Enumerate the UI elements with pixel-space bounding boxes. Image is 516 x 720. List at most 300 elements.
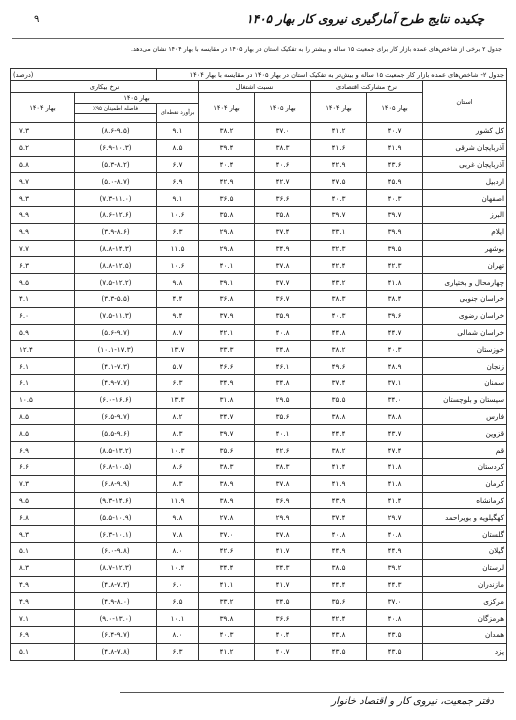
cell-employment-1405: ۴۲.۷ [255,173,311,190]
cell-unemployment-1404: ۵.۸ [11,156,75,173]
cell-employment-1405: ۳۷.۴ [255,223,311,240]
cell-province: یزد [423,643,507,660]
table-row [11,240,507,257]
cell-participation-1404: ۴۱.۴ [311,458,367,475]
col-header-province: استان [423,81,507,123]
cell-province: لرستان [423,559,507,576]
cell-unemployment-1404: ۷.۷ [11,240,75,257]
cell-participation-1405: ۴۸.۹ [367,358,423,375]
cell-employment-1405: ۳۷.۰ [255,123,311,140]
cell-province: اردبیل [423,173,507,190]
cell-province: کرمانشاه [423,492,507,509]
cell-employment-1405: ۳۴.۸ [255,374,311,391]
cell-participation-1405: ۴۱.۹ [367,139,423,156]
cell-unemployment-1404: ۱۰.۵ [11,391,75,408]
cell-confidence-interval: (۴.۹-۷.۷) [75,374,157,391]
cell-participation-1404: ۴۳.۹ [311,492,367,509]
cell-employment-1404: ۳۴.۴ [199,559,255,576]
cell-unemployment-1404: ۹.۵ [11,274,75,291]
cell-employment-1405: ۳۷.۸ [255,526,311,543]
cell-unemployment-1405: ۶.۳ [157,374,199,391]
cell-unemployment-1405: ۵.۷ [157,358,199,375]
cell-unemployment-1404: ۸.۵ [11,425,75,442]
cell-participation-1405: ۴۰.۸ [367,610,423,627]
cell-employment-1405: ۲۹.۹ [255,509,311,526]
cell-participation-1404: ۳۳.۱ [311,223,367,240]
cell-employment-1405: ۴۲.۶ [255,442,311,459]
cell-unemployment-1404: ۹.۹ [11,223,75,240]
cell-confidence-interval: (۶.۳-۱۰.۱) [75,526,157,543]
cell-employment-1405: ۴۰.۸ [255,324,311,341]
cell-participation-1404: ۴۴.۴ [311,425,367,442]
cell-employment-1404: ۲۷.۸ [199,509,255,526]
cell-confidence-interval: (۶.۸-۹.۹) [75,475,157,492]
cell-participation-1405: ۳۹.۷ [367,206,423,223]
cell-participation-1404: ۴۱.۹ [311,475,367,492]
cell-employment-1405: ۳۴.۵ [255,593,311,610]
cell-participation-1405: ۴۳.۵ [367,626,423,643]
cell-unemployment-1404: ۷.۳ [11,123,75,140]
cell-unemployment-1404: ۹.۹ [11,206,75,223]
table-row [11,442,507,459]
cell-confidence-interval: (۵.۵-۹.۶) [75,425,157,442]
cell-unemployment-1405: ۸.۳ [157,425,199,442]
cell-employment-1404: ۳۷.۹ [199,307,255,324]
cell-unemployment-1404: ۹.۵ [11,492,75,509]
cell-confidence-interval: (۹.۰-۱۳.۰) [75,610,157,627]
table-row [11,139,507,156]
cell-employment-1404: ۳۳.۲ [199,593,255,610]
col-header-ci: فاصله اطمینان ۹۵٪ [75,104,157,114]
cell-confidence-interval: (۷.۵-۱۲.۲) [75,274,157,291]
cell-participation-1405: ۳۸.۴ [367,290,423,307]
cell-province: سیستان و بلوچستان [423,391,507,408]
cell-confidence-interval: (۸.۷-۱۲.۳) [75,559,157,576]
cell-unemployment-1405: ۹.۱ [157,190,199,207]
cell-unemployment-1404: ۵.۱ [11,643,75,660]
table-row [11,559,507,576]
col-header-participation-1405: بهار ۱۴۰۵ [367,93,423,123]
cell-province: هرمزگان [423,610,507,627]
group-header-participation: نرخ مشارکت اقتصادی [311,81,423,93]
cell-participation-1405: ۴۷.۴ [367,442,423,459]
cell-participation-1404: ۳۸.۵ [311,559,367,576]
header-rule [12,38,504,39]
table-row [11,156,507,173]
cell-participation-1404: ۴۱.۶ [311,139,367,156]
cell-employment-1405: ۳۸.۳ [255,139,311,156]
cell-participation-1404: ۴۳.۸ [311,626,367,643]
cell-unemployment-1405: ۱۰.۶ [157,206,199,223]
cell-confidence-interval: (۳.۳-۵.۵) [75,290,157,307]
group-header-employment: نسبت اشتغال [199,81,311,93]
cell-confidence-interval: (۵.۳-۸.۲) [75,156,157,173]
cell-unemployment-1404: ۸.۵ [11,408,75,425]
cell-employment-1404: ۳۱.۸ [199,391,255,408]
cell-confidence-interval: (۹.۳-۱۴.۶) [75,492,157,509]
cell-employment-1405: ۳۶.۶ [255,610,311,627]
cell-unemployment-1405: ۱۰.۳ [157,442,199,459]
cell-participation-1404: ۳۸.۸ [311,408,367,425]
cell-participation-1405: ۲۹.۷ [367,509,423,526]
cell-participation-1405: ۳۷.۱ [367,374,423,391]
table-row [11,425,507,442]
cell-employment-1405: ۳۶.۹ [255,492,311,509]
cell-unemployment-1404: ۸.۳ [11,559,75,576]
cell-participation-1405: ۴۱.۸ [367,458,423,475]
cell-province: آذربایجان شرقی [423,139,507,156]
cell-participation-1404: ۳۷.۴ [311,374,367,391]
cell-province: قزوین [423,425,507,442]
cell-unemployment-1404: ۶.۰ [11,307,75,324]
cell-participation-1405: ۳۹.۶ [367,307,423,324]
cell-employment-1404: ۲۹.۸ [199,223,255,240]
cell-employment-1405: ۳۴.۸ [255,341,311,358]
cell-unemployment-1405: ۹.۸ [157,274,199,291]
cell-confidence-interval: (۸.۶-۱۲.۶) [75,206,157,223]
cell-employment-1405: ۳۴.۹ [255,240,311,257]
table-row [11,593,507,610]
cell-province: خراسان جنوبی [423,290,507,307]
cell-confidence-interval: (۴.۸-۷.۳) [75,576,157,593]
cell-employment-1404: ۳۸.۹ [199,492,255,509]
cell-participation-1405: ۴۰.۳ [367,190,423,207]
cell-employment-1404: ۴۱.۱ [199,576,255,593]
cell-participation-1404: ۳۵.۶ [311,593,367,610]
cell-participation-1405: ۴۱.۸ [367,274,423,291]
cell-province: خوزستان [423,341,507,358]
cell-unemployment-1405: ۶.۳ [157,643,199,660]
cell-unemployment-1405: ۸.۵ [157,139,199,156]
cell-participation-1404: ۳۸.۲ [311,442,367,459]
cell-participation-1404: ۴۳.۲ [311,274,367,291]
col-header-unemployment-1405: بهار ۱۴۰۵ [75,93,199,104]
table-row [11,307,507,324]
cell-employment-1405: ۳۵.۹ [255,307,311,324]
cell-province: کهگیلویه و بویراحمد [423,509,507,526]
cell-employment-1405: ۴۱.۷ [255,542,311,559]
cell-participation-1405: ۳۴.۰ [367,391,423,408]
table-row [11,123,507,140]
group-header-unemployment: نرخ بیکاری [11,81,199,93]
cell-unemployment-1405: ۸.۲ [157,408,199,425]
table-row [11,408,507,425]
cell-employment-1404: ۳۹.۸ [199,610,255,627]
cell-participation-1405: ۴۴.۳ [367,576,423,593]
cell-employment-1404: ۳۸.۲ [199,123,255,140]
cell-unemployment-1404: ۷.۱ [11,610,75,627]
cell-employment-1404: ۴۱.۲ [199,643,255,660]
cell-participation-1404: ۳۵.۵ [311,391,367,408]
cell-unemployment-1405: ۱۳.۳ [157,391,199,408]
cell-participation-1405: ۴۳.۷ [367,425,423,442]
cell-participation-1405: ۴۴.۷ [367,324,423,341]
cell-province: خراسان رضوی [423,307,507,324]
table-row [11,458,507,475]
cell-unemployment-1405: ۶.۹ [157,173,199,190]
cell-province: کرمان [423,475,507,492]
cell-unemployment-1404: ۵.۲ [11,139,75,156]
table-row [11,626,507,643]
cell-unemployment-1404: ۶.۹ [11,442,75,459]
cell-participation-1404: ۴۰.۳ [311,190,367,207]
cell-unemployment-1405: ۹.۸ [157,509,199,526]
cell-confidence-interval: (۶.۰-۹.۸) [75,542,157,559]
table-row [11,324,507,341]
cell-confidence-interval: (۵.۵-۱۰.۹) [75,509,157,526]
report-title: چکیده نتایج طرح آمارگیری نیروی کار بهار ۱۴۰۵ [246,12,484,26]
cell-employment-1404: ۴۲.۱ [199,324,255,341]
cell-employment-1404: ۳۴.۹ [199,374,255,391]
cell-province: مرکزی [423,593,507,610]
col-header-unemployment-1404: بهار ۱۴۰۴ [11,93,75,123]
cell-province: همدان [423,626,507,643]
cell-confidence-interval: (۴.۸-۷.۸) [75,643,157,660]
cell-province: سمنان [423,374,507,391]
cell-employment-1404: ۳۷.۰ [199,526,255,543]
cell-unemployment-1404: ۶.۶ [11,458,75,475]
cell-province: البرز [423,206,507,223]
cell-confidence-interval: (۸.۶-۹.۵) [75,123,157,140]
cell-participation-1404: ۴۰.۸ [311,526,367,543]
cell-employment-1404: ۲۹.۸ [199,240,255,257]
table-unit: (درصد) [11,69,157,81]
cell-province: زنجان [423,358,507,375]
cell-confidence-interval: (۴.۹-۸.۰) [75,593,157,610]
table-row [11,374,507,391]
cell-participation-1404: ۳۷.۴ [311,509,367,526]
cell-unemployment-1405: ۶.۳ [157,223,199,240]
cell-employment-1405: ۴۱.۷ [255,576,311,593]
cell-employment-1405: ۳۷.۸ [255,475,311,492]
cell-province: اصفهان [423,190,507,207]
cell-employment-1404: ۳۵.۸ [199,206,255,223]
col-header-employment-1405: بهار ۱۴۰۵ [255,93,311,123]
cell-employment-1405: ۴۰.۱ [255,425,311,442]
cell-participation-1405: ۴۱.۴ [367,492,423,509]
cell-participation-1405: ۳۸.۸ [367,408,423,425]
col-header-ci-spacer [75,114,157,123]
cell-participation-1405: ۴۰.۷ [367,123,423,140]
col-header-participation-1404: بهار ۱۴۰۴ [311,93,367,123]
cell-confidence-interval: (۶.۵-۹.۷) [75,408,157,425]
cell-employment-1405: ۴۰.۶ [255,156,311,173]
cell-province: گیلان [423,542,507,559]
cell-province: فارس [423,408,507,425]
footer-rule [120,692,504,693]
page-header [12,6,504,36]
cell-employment-1404: ۳۹.۴ [199,139,255,156]
table-row [11,223,507,240]
cell-unemployment-1404: ۹.۷ [11,173,75,190]
cell-participation-1405: ۴۵.۹ [367,173,423,190]
cell-unemployment-1404: ۴.۹ [11,576,75,593]
cell-employment-1405: ۴۰.۴ [255,626,311,643]
cell-participation-1404: ۳۸.۲ [311,341,367,358]
cell-participation-1404: ۳۲.۳ [311,240,367,257]
cell-unemployment-1405: ۸.۷ [157,324,199,341]
cell-confidence-interval: (۶.۴-۹.۷) [75,626,157,643]
table-row [11,610,507,627]
cell-unemployment-1404: ۶.۳ [11,257,75,274]
cell-employment-1405: ۴۶.۱ [255,358,311,375]
cell-employment-1404: ۳۸.۹ [199,475,255,492]
cell-participation-1405: ۴۱.۸ [367,475,423,492]
cell-participation-1405: ۴۳.۵ [367,643,423,660]
cell-participation-1404: ۴۲.۴ [311,610,367,627]
cell-unemployment-1405: ۸.۰ [157,626,199,643]
cell-unemployment-1405: ۱۰.۴ [157,559,199,576]
cell-unemployment-1405: ۸.۳ [157,475,199,492]
cell-employment-1404: ۳۸.۳ [199,458,255,475]
cell-participation-1405: ۳۹.۲ [367,559,423,576]
cell-employment-1405: ۴۰.۷ [255,643,311,660]
cell-unemployment-1404: ۹.۳ [11,526,75,543]
cell-province: خراسان شمالی [423,324,507,341]
cell-confidence-interval: (۵.۶-۹.۷) [75,324,157,341]
labor-indicators-table [10,68,507,661]
cell-participation-1404: ۴۷.۵ [311,173,367,190]
cell-employment-1405: ۳۵.۸ [255,206,311,223]
cell-unemployment-1405: ۶.۰ [157,576,199,593]
cell-province: تهران [423,257,507,274]
cell-employment-1405: ۳۶.۶ [255,190,311,207]
table-row [11,492,507,509]
cell-participation-1405: ۴۰.۳ [367,341,423,358]
cell-unemployment-1404: ۴.۱ [11,290,75,307]
cell-employment-1405: ۳۷.۸ [255,257,311,274]
cell-employment-1404: ۴۶.۶ [199,358,255,375]
cell-unemployment-1405: ۱۱.۵ [157,240,199,257]
cell-unemployment-1405: ۶.۷ [157,156,199,173]
cell-province: قم [423,442,507,459]
cell-employment-1404: ۳۹.۱ [199,274,255,291]
cell-participation-1404: ۴۲.۹ [311,156,367,173]
cell-province: مازندران [423,576,507,593]
table-row [11,206,507,223]
cell-unemployment-1405: ۸.۶ [157,458,199,475]
table-row [11,509,507,526]
cell-participation-1404: ۴۹.۶ [311,358,367,375]
cell-participation-1404: ۳۸.۳ [311,290,367,307]
cell-province: کردستان [423,458,507,475]
table-row [11,526,507,543]
cell-participation-1404: ۴۳.۵ [311,643,367,660]
table-row [11,257,507,274]
cell-participation-1405: ۴۰.۸ [367,526,423,543]
cell-employment-1404: ۳۶.۸ [199,290,255,307]
col-header-point-estimate: برآورد نقطه‌ای [157,104,199,123]
table-row [11,358,507,375]
cell-participation-1405: ۳۹.۵ [367,240,423,257]
table-row [11,341,507,358]
cell-province: آذربایجان غربی [423,156,507,173]
cell-employment-1405: ۳۷.۷ [255,274,311,291]
cell-confidence-interval: (۱۰.۱-۱۷.۳) [75,341,157,358]
cell-province: گلستان [423,526,507,543]
cell-unemployment-1404: ۷.۳ [11,475,75,492]
col-header-employment-1404: بهار ۱۴۰۴ [199,93,255,123]
cell-confidence-interval: (۳.۹-۸.۶) [75,223,157,240]
cell-participation-1404: ۴۰.۳ [311,307,367,324]
cell-participation-1405: ۴۳.۶ [367,156,423,173]
cell-participation-1404: ۴۲.۴ [311,257,367,274]
cell-confidence-interval: (۸.۸-۱۲.۵) [75,257,157,274]
cell-participation-1405: ۴۴.۹ [367,542,423,559]
cell-employment-1404: ۳۵.۶ [199,442,255,459]
table-row [11,190,507,207]
cell-province: ایلام [423,223,507,240]
page-footer [0,684,516,714]
cell-participation-1404: ۴۱.۲ [311,123,367,140]
cell-unemployment-1405: ۸.۰ [157,542,199,559]
cell-unemployment-1404: ۶.۱ [11,374,75,391]
cell-employment-1404: ۴۲.۹ [199,173,255,190]
table-row [11,643,507,660]
table-row [11,274,507,291]
cell-participation-1404: ۴۴.۹ [311,542,367,559]
cell-unemployment-1405: ۹.۱ [157,123,199,140]
cell-participation-1405: ۳۹.۹ [367,223,423,240]
cell-employment-1404: ۴۰.۴ [199,156,255,173]
cell-province: چهارمحال و بختیاری [423,274,507,291]
cell-unemployment-1405: ۴.۴ [157,290,199,307]
cell-employment-1405: ۳۵.۶ [255,408,311,425]
cell-unemployment-1405: ۶.۵ [157,593,199,610]
cell-confidence-interval: (۶.۰-۱۶.۶) [75,391,157,408]
cell-unemployment-1404: ۵.۱ [11,542,75,559]
cell-unemployment-1405: ۷.۸ [157,526,199,543]
cell-employment-1404: ۴۰.۳ [199,626,255,643]
cell-employment-1405: ۲۹.۵ [255,391,311,408]
cell-unemployment-1404: ۶.۸ [11,509,75,526]
cell-participation-1405: ۴۲.۳ [367,257,423,274]
cell-unemployment-1405: ۱۳.۷ [157,341,199,358]
cell-unemployment-1404: ۵.۹ [11,324,75,341]
table-row [11,542,507,559]
table-caption: جدول ۲ برخی از شاخص‌های عمده بازار کار برای جمعیت ۱۵ ساله و بیشتر را به تفکیک استان در بهار ۱۴۰۵ در مقایسه با بهار ۱۴۰۴ نشان می‌دهد. [131,46,502,53]
cell-employment-1404: ۴۰.۱ [199,257,255,274]
footer-department: دفتر جمعیت، نیروی کار و اقتصاد خانوار [331,696,494,707]
table-row [11,290,507,307]
cell-participation-1405: ۳۷.۰ [367,593,423,610]
cell-province: بوشهر [423,240,507,257]
cell-employment-1404: ۳۴.۷ [199,408,255,425]
cell-confidence-interval: (۵.۰-۸.۷) [75,173,157,190]
cell-employment-1405: ۳۴.۳ [255,559,311,576]
page-number: ۹ [34,14,40,25]
cell-unemployment-1405: ۹.۴ [157,307,199,324]
table-title: جدول ۲- شاخص‌های عمده بازار کار جمعیت ۱۵ ساله و بیش‌تر به تفکیک استان در بهار ۱۴۰۵ در مقایسه با بهار ۱۴۰۴ [157,69,507,81]
table-row [11,475,507,492]
table-row [11,391,507,408]
cell-participation-1404: ۴۴.۴ [311,576,367,593]
cell-employment-1404: ۴۲.۶ [199,542,255,559]
cell-unemployment-1404: ۶.۱ [11,358,75,375]
cell-employment-1404: ۳۹.۷ [199,425,255,442]
cell-confidence-interval: (۶.۸-۱۰.۵) [75,458,157,475]
cell-confidence-interval: (۶.۹-۱۰.۳) [75,139,157,156]
cell-confidence-interval: (۸.۸-۱۴.۳) [75,240,157,257]
cell-unemployment-1404: ۶.۹ [11,626,75,643]
cell-employment-1405: ۳۶.۷ [255,290,311,307]
cell-employment-1404: ۳۳.۳ [199,341,255,358]
table-body [11,123,507,661]
cell-confidence-interval: (۸.۵-۱۳.۲) [75,442,157,459]
cell-confidence-interval: (۴.۱-۷.۳) [75,358,157,375]
table-row [11,576,507,593]
cell-participation-1404: ۳۹.۷ [311,206,367,223]
